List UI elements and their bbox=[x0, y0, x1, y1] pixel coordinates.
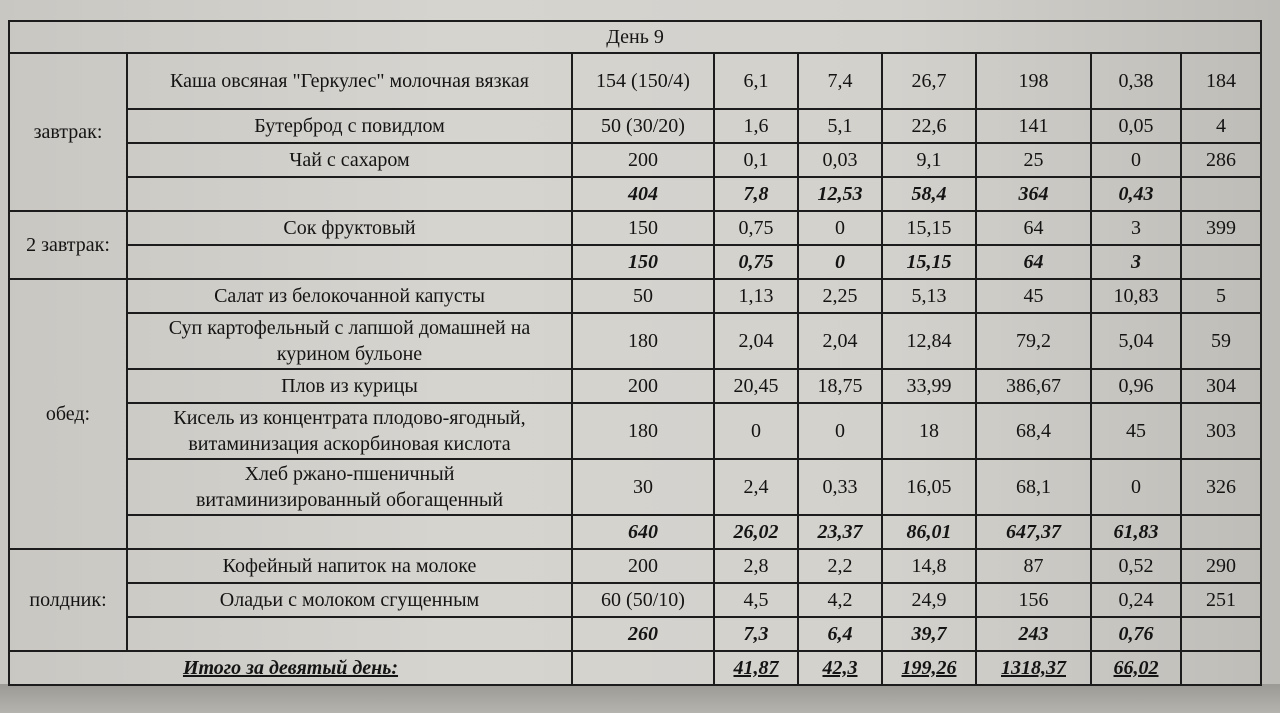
menu-table bbox=[8, 20, 1262, 686]
value-cell: 45 bbox=[976, 279, 1091, 313]
value-cell: 0 bbox=[1091, 143, 1181, 177]
value-cell: 9,1 bbox=[882, 143, 976, 177]
total-cell: 3 bbox=[1091, 245, 1181, 279]
value-cell: 4,2 bbox=[798, 583, 882, 617]
dish-line-1: Хлеб ржано-пшеничный bbox=[244, 463, 455, 485]
table-row bbox=[9, 279, 1261, 313]
portion: 50 bbox=[572, 279, 714, 313]
value-cell: 0,38 bbox=[1091, 53, 1181, 109]
dish-line-1: Суп картофельный с лапшой домашней на bbox=[168, 317, 531, 339]
total-cell: 58,4 bbox=[882, 177, 976, 211]
page-edge bbox=[0, 684, 1280, 713]
dish-line-2: витаминизированный обогащенный bbox=[195, 489, 504, 511]
total-cell: 0 bbox=[798, 245, 882, 279]
day-title: День 9 bbox=[9, 21, 1261, 53]
value-cell: 15,15 bbox=[882, 211, 976, 245]
grand-total-cell bbox=[798, 651, 882, 685]
table-row bbox=[9, 403, 1261, 459]
grand-total-cell bbox=[976, 651, 1091, 685]
table-row bbox=[9, 459, 1261, 515]
value-cell: 2,8 bbox=[714, 549, 798, 583]
value-cell: 198 bbox=[976, 53, 1091, 109]
total-portion: 640 bbox=[572, 515, 714, 549]
value-cell: 184 bbox=[1181, 53, 1261, 109]
value-cell: 0 bbox=[1091, 459, 1181, 515]
value-cell: 20,45 bbox=[714, 369, 798, 403]
dish-name: Сок фруктовый bbox=[127, 211, 572, 245]
value-cell: 141 bbox=[976, 109, 1091, 143]
total-cell: 243 bbox=[976, 617, 1091, 651]
table-row bbox=[9, 109, 1261, 143]
portion: 60 (50/10) bbox=[572, 583, 714, 617]
value-cell: 79,2 bbox=[976, 313, 1091, 369]
dish-name: Каша овсяная "Геркулес" молочная вязкая bbox=[127, 53, 572, 109]
grand-total-cell bbox=[714, 651, 798, 685]
grand-total-value: 42,3 bbox=[822, 657, 858, 679]
value-cell: 0,03 bbox=[798, 143, 882, 177]
dish-name: Кофейный напиток на молоке bbox=[127, 549, 572, 583]
value-cell: 303 bbox=[1181, 403, 1261, 459]
empty-cell bbox=[127, 177, 572, 211]
dish-line-1: Кисель из концентрата плодово-ягодный, bbox=[173, 407, 526, 429]
empty-cell bbox=[127, 515, 572, 549]
value-cell: 18 bbox=[882, 403, 976, 459]
dish-name: Чай с сахаром bbox=[127, 143, 572, 177]
value-cell: 7,4 bbox=[798, 53, 882, 109]
grand-total-row bbox=[9, 651, 1261, 685]
value-cell: 0,33 bbox=[798, 459, 882, 515]
value-cell: 5,13 bbox=[882, 279, 976, 313]
empty-cell bbox=[572, 651, 714, 685]
total-cell: 647,37 bbox=[976, 515, 1091, 549]
value-cell: 16,05 bbox=[882, 459, 976, 515]
meal-total-row bbox=[9, 617, 1261, 651]
table-row bbox=[9, 583, 1261, 617]
table-row bbox=[9, 369, 1261, 403]
grand-total-value: 1318,37 bbox=[1001, 657, 1066, 679]
value-cell: 399 bbox=[1181, 211, 1261, 245]
value-cell: 3 bbox=[1091, 211, 1181, 245]
dish-name: Салат из белокочанной капусты bbox=[127, 279, 572, 313]
value-cell: 59 bbox=[1181, 313, 1261, 369]
title-row bbox=[9, 21, 1261, 53]
value-cell: 45 bbox=[1091, 403, 1181, 459]
dish-name: Оладьи с молоком сгущенным bbox=[127, 583, 572, 617]
meal-name: полдник: bbox=[9, 549, 127, 651]
value-cell: 4,5 bbox=[714, 583, 798, 617]
value-cell: 304 bbox=[1181, 369, 1261, 403]
dish-name bbox=[127, 403, 572, 459]
empty-cell bbox=[127, 617, 572, 651]
value-cell: 5,04 bbox=[1091, 313, 1181, 369]
value-cell: 5,1 bbox=[798, 109, 882, 143]
total-cell: 26,02 bbox=[714, 515, 798, 549]
table-row bbox=[9, 53, 1261, 109]
value-cell: 1,13 bbox=[714, 279, 798, 313]
value-cell: 2,04 bbox=[798, 313, 882, 369]
total-portion: 260 bbox=[572, 617, 714, 651]
meal-total-row bbox=[9, 515, 1261, 549]
dish-name bbox=[127, 313, 572, 369]
value-cell: 326 bbox=[1181, 459, 1261, 515]
table-row bbox=[9, 549, 1261, 583]
meal-name: завтрак: bbox=[9, 53, 127, 211]
dish-line-2: витаминизация аскорбиновая кислота bbox=[188, 433, 511, 455]
value-cell: 33,99 bbox=[882, 369, 976, 403]
grand-total-cell bbox=[882, 651, 976, 685]
grand-total-value: 41,87 bbox=[733, 657, 779, 679]
value-cell: 156 bbox=[976, 583, 1091, 617]
dish-line-2: курином бульоне bbox=[276, 343, 423, 365]
total-cell: 86,01 bbox=[882, 515, 976, 549]
value-cell: 12,84 bbox=[882, 313, 976, 369]
total-cell: 15,15 bbox=[882, 245, 976, 279]
total-portion: 150 bbox=[572, 245, 714, 279]
value-cell: 1,6 bbox=[714, 109, 798, 143]
value-cell: 286 bbox=[1181, 143, 1261, 177]
value-cell: 0 bbox=[714, 403, 798, 459]
empty-cell bbox=[1181, 515, 1261, 549]
empty-cell bbox=[127, 245, 572, 279]
total-cell: 7,8 bbox=[714, 177, 798, 211]
value-cell: 25 bbox=[976, 143, 1091, 177]
total-cell: 0,76 bbox=[1091, 617, 1181, 651]
value-cell: 68,4 bbox=[976, 403, 1091, 459]
value-cell: 0 bbox=[798, 211, 882, 245]
value-cell: 0,1 bbox=[714, 143, 798, 177]
value-cell: 22,6 bbox=[882, 109, 976, 143]
dish-name: Бутерброд с повидлом bbox=[127, 109, 572, 143]
value-cell: 2,4 bbox=[714, 459, 798, 515]
table-row bbox=[9, 211, 1261, 245]
portion: 200 bbox=[572, 369, 714, 403]
table-row bbox=[9, 143, 1261, 177]
total-cell: 23,37 bbox=[798, 515, 882, 549]
portion: 30 bbox=[572, 459, 714, 515]
portion: 180 bbox=[572, 403, 714, 459]
grand-total-label-text: Итого за девятый день: bbox=[182, 657, 399, 679]
value-cell: 2,25 bbox=[798, 279, 882, 313]
total-cell: 364 bbox=[976, 177, 1091, 211]
value-cell: 68,1 bbox=[976, 459, 1091, 515]
value-cell: 18,75 bbox=[798, 369, 882, 403]
portion: 150 bbox=[572, 211, 714, 245]
value-cell: 290 bbox=[1181, 549, 1261, 583]
grand-total-value: 199,26 bbox=[901, 657, 957, 679]
value-cell: 251 bbox=[1181, 583, 1261, 617]
value-cell: 386,67 bbox=[976, 369, 1091, 403]
grand-total-value: 66,02 bbox=[1113, 657, 1159, 679]
value-cell: 5 bbox=[1181, 279, 1261, 313]
value-cell: 2,04 bbox=[714, 313, 798, 369]
total-cell: 0,75 bbox=[714, 245, 798, 279]
portion: 50 (30/20) bbox=[572, 109, 714, 143]
total-portion: 404 bbox=[572, 177, 714, 211]
total-cell: 61,83 bbox=[1091, 515, 1181, 549]
total-cell: 0,43 bbox=[1091, 177, 1181, 211]
value-cell: 14,8 bbox=[882, 549, 976, 583]
value-cell: 0,24 bbox=[1091, 583, 1181, 617]
grand-total-label bbox=[9, 651, 572, 685]
value-cell: 0,05 bbox=[1091, 109, 1181, 143]
portion: 200 bbox=[572, 143, 714, 177]
meal-name: обед: bbox=[9, 279, 127, 549]
total-cell: 6,4 bbox=[798, 617, 882, 651]
value-cell: 2,2 bbox=[798, 549, 882, 583]
value-cell: 10,83 bbox=[1091, 279, 1181, 313]
portion: 180 bbox=[572, 313, 714, 369]
meal-total-row bbox=[9, 245, 1261, 279]
value-cell: 24,9 bbox=[882, 583, 976, 617]
value-cell: 6,1 bbox=[714, 53, 798, 109]
total-cell: 7,3 bbox=[714, 617, 798, 651]
value-cell: 4 bbox=[1181, 109, 1261, 143]
total-cell: 39,7 bbox=[882, 617, 976, 651]
dish-name: Плов из курицы bbox=[127, 369, 572, 403]
empty-cell bbox=[1181, 245, 1261, 279]
meal-name: 2 завтрак: bbox=[9, 211, 127, 279]
table-row bbox=[9, 313, 1261, 369]
value-cell: 0,52 bbox=[1091, 549, 1181, 583]
value-cell: 64 bbox=[976, 211, 1091, 245]
meal-total-row bbox=[9, 177, 1261, 211]
empty-cell bbox=[1181, 617, 1261, 651]
portion: 200 bbox=[572, 549, 714, 583]
value-cell: 26,7 bbox=[882, 53, 976, 109]
value-cell: 0 bbox=[798, 403, 882, 459]
portion: 154 (150/4) bbox=[572, 53, 714, 109]
total-cell: 64 bbox=[976, 245, 1091, 279]
empty-cell bbox=[1181, 651, 1261, 685]
grand-total-cell bbox=[1091, 651, 1181, 685]
total-cell: 12,53 bbox=[798, 177, 882, 211]
value-cell: 87 bbox=[976, 549, 1091, 583]
value-cell: 0,96 bbox=[1091, 369, 1181, 403]
value-cell: 0,75 bbox=[714, 211, 798, 245]
dish-name bbox=[127, 459, 572, 515]
empty-cell bbox=[1181, 177, 1261, 211]
